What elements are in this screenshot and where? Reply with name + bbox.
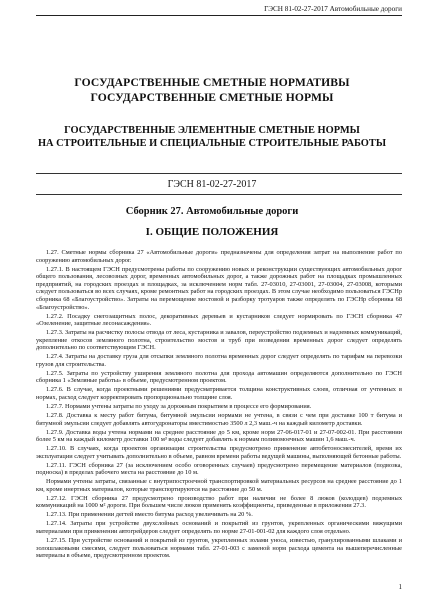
paragraph: 1.27.15. При устройстве оснований и покрытий из грунтов, укрепленных золами уноса, известью, гранулированными шлаками и золошлаковыми смесями, следует пользоваться нормами табл. 27-01-003 с заменой норм расхода цемента на вышеперечисленные материалы в объеме, предусмотренном проектом. — [36, 537, 402, 560]
header-rule — [36, 15, 402, 16]
paragraph: 1.27.8. Доставка к месту работ битума, битумной эмульсии нормами не учтена, в связи с чем при доставке 100 т битума и битумной эмульсии следует добавлять автогудронаторы вместимостью 3500 л 2,3 маш.-ч на каждый километр доставки. — [36, 412, 402, 427]
paragraph: 1.27.2. Посадку снегозащитных полос, декоративных деревьев и кустарников следует нормировать по ГЭСН сборника 47 «Озеленение, защитные лесонасаждения». — [36, 312, 402, 328]
running-header: ГЭСН 81-02-27-2017 Автомобильные дороги — [264, 5, 402, 13]
code-rule-top — [36, 173, 402, 174]
paragraph: 1.27.5. Затраты по устройству уширения земляного полотна для прохода автомашин определяются дополнительно по ГЭСН сборника 1 «Земляные работы» в объеме, предусмотренном проектом. — [36, 369, 402, 385]
paragraph: 1.27. Сметные нормы сборника 27 «Автомобильные дороги» предназначены для определения затрат на выполнение работ по сооружению автомобильных дорог. — [36, 249, 402, 264]
subtitle-line-1: ГОСУДАРСТВЕННЫЕ ЭЛЕМЕНТНЫЕ СМЕТНЫЕ НОРМЫ — [64, 125, 360, 136]
paragraph: Нормами учтены затраты, связанные с внутрипостроечной транспортировкой материальных ресурсов на среднее расстояние до 1 км, кроме инертных материалов, которые транспортируются на расстояние до 50 м. — [36, 478, 402, 493]
section-title: I. ОБЩИЕ ПОЛОЖЕНИЯ — [145, 226, 279, 238]
paragraph: 1.27.3. Затраты на расчистку полосы отвода от леса, кустарника и завалов, переустройство подземных и надземных коммуникаций, укрепление откосов земляного полотна, строительство мостов и труб при возведении временных дорог следует определять дополнительно по соответствующим ГЭСН. — [36, 329, 402, 352]
paragraph: 1.27.13. При применении дегтей вместо битума расход увеличивать на 20 %. — [46, 511, 253, 519]
code-rule-bottom — [36, 194, 402, 195]
subtitle-line-2: НА СТРОИТЕЛЬНЫЕ И СПЕЦИАЛЬНЫЕ СТРОИТЕЛЬНЫЕ РАБОТЫ — [37, 138, 387, 149]
page-number: 1 — [398, 583, 402, 591]
title-line-1: ГОСУДАРСТВЕННЫЕ СМЕТНЫЕ НОРМАТИВЫ — [74, 76, 350, 89]
document-code: ГЭСН 81-02-27-2017 — [167, 179, 257, 190]
paragraph: 1.27.11. ГЭСН сборника 27 (за исключением особо оговоренных случаев) предусмотрено перемещение материалов (подвозка, подноска) в пределах рабочего места на расстояние до 10 м. — [36, 461, 402, 477]
paragraph: 1.27.7. Нормами учтены затраты по уходу за дорожным покрытием в процессе его формирования. — [46, 403, 312, 411]
paragraph: 1.27.12. ГЭСН сборника 27 предусмотрено производство работ при наличии не более 8 люков (колодцев) подземных коммуникаций на 1000 м² дороги. При большем числе люков применять коэффициенты, приведенные в приложении 27.3. — [36, 494, 402, 510]
paragraph: 1.27.6. В случае, когда проектными решениями предусматривается толщина конструктивных слоев, отличная от учтенных в нормах, расход следует корректировать пропорционально толщине слоя. — [36, 386, 402, 402]
title-line-2: ГОСУДАРСТВЕННЫЕ СМЕТНЫЕ НОРМЫ — [90, 91, 334, 104]
body-text — [36, 249, 402, 561]
paragraph: 1.27.14. Затраты при устройстве двухслойных оснований и покрытий из грунтов, укрепленных органическими вяжущими материалами при применении автогрейдеров следует определять по норме 27-01-001-02 для каждого слоя отдельно. — [36, 520, 402, 536]
paragraph: 1.27.10. В случаях, когда проектом организации строительства предусмотрено применение автобетоносмесителей, время их эксплуатации следует учитывать дополнительно в объеме, равном времени работы ведущей машины, выполняющей бетонные работы. — [36, 445, 402, 460]
paragraph: 1.27.4. Затраты на доставку груза для отсыпки земляного полотна временных дорог следует определять по тарифам на перевозки грузов для строительства. — [36, 353, 402, 368]
paragraph: 1.27.1. В настоящем ГЭСН предусмотрены работы по сооружению новых и реконструкции существующих автомобильных дорог общего пользования, лесовозных дорог, временных автомобильных дорог, а также дорожных работ на площадках промышленных предприятий, на городских проездах и площадках, за исключением норм табл. 27-03010, 27-03001, 27-03004, 27-03008, которыми следует пользоваться во всех случаях, кроме ремонтных работ на городских проездах. В этом случае необходимо пользоваться ГЭСНр сборника 68 «Благоустройство». Затраты на перемощение мостовой и разборку тротуаров также определять по ГЭСНр сборника 68 «Благоустройство». — [36, 265, 402, 311]
paragraph: 1.27.9. Доставка воды учтена нормами на среднее расстояние до 5 км, кроме норм 27-06-017-01 и 27-07-002-01. При расстоянии более 5 км на каждый километр доставки 100 м³ воды следует добавлять к нормам поливомоечных машин 1,6 маш.-ч. — [36, 428, 402, 444]
collection-title: Сборник 27. Автомобильные дороги — [125, 206, 299, 217]
